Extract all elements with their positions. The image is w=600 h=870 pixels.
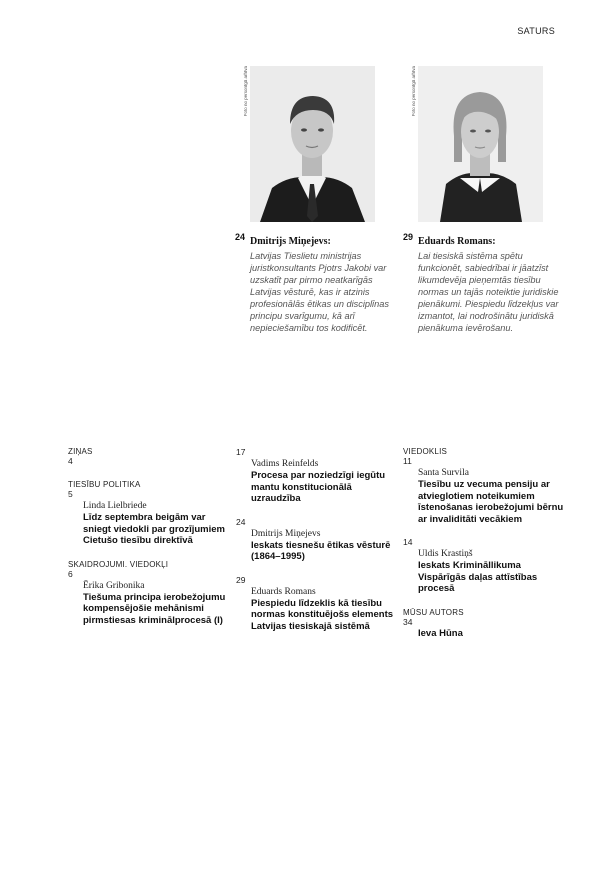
toc-section	[403, 447, 568, 595]
toc-entry[interactable]	[236, 517, 401, 563]
author-photo	[418, 66, 543, 222]
entry-title: Ieskats tiesnešu ētikas vēsturē (1864–1995)	[251, 539, 391, 562]
toc-entry[interactable]	[236, 575, 401, 633]
entry-author: Linda Lielbriede	[83, 501, 147, 511]
feature-card	[403, 66, 563, 334]
entry-title: Tiesību uz vecuma pensiju ar atvieglotiem noteikumiem īstenošanas ierobežojumi bērnu ar invaliditāti vecākiem	[418, 479, 564, 525]
toc-entry[interactable]	[403, 617, 568, 640]
page-number: 14	[403, 537, 413, 547]
toc-section	[403, 608, 568, 640]
toc-section	[236, 447, 401, 632]
entry-title: Procesa par noziedzīgi iegūtu mantu konstitucionālā uzraudzība	[251, 470, 386, 504]
page-number: 5	[68, 489, 73, 499]
entry-author: Santa Survila	[418, 468, 469, 478]
feature-description: Lai tiesiskā sistēma spētu funkcionēt, sabiedrībai ir jāatzīst likumdevēja pieņemtās tiesību normas un tajās noteiktie juridiskie pienākumi. Piespiedu līdzekļus var izmantot, lai nodrošinātu juridiskā pienākuma ievērošanu.	[418, 251, 559, 333]
author-photo	[250, 66, 375, 222]
feature-page-number: 24	[235, 232, 246, 242]
entry-title: Tiešuma principa ierobežojumu kompensējošie mehānismi pirmstiesas kriminālprocesā (I)	[83, 591, 226, 626]
entry-title: Līdz septembra beigām var sniegt viedokli par grozījumiem Cietušo tiesību direktīvā	[83, 512, 226, 546]
entry-title: Ieva Hūna	[418, 627, 463, 639]
feature-description: Latvijas Tieslietu ministrijas juristkonsultants Pjotrs Jakobi var uzskatīt par pirmo neatkarīgās Latvijas vēsturē, kas ir atzinis profesionālās ētikas un disciplīnas principu svarīgumu, kā arī nepieciešamību tos kodificēt.	[250, 251, 389, 333]
entry-author: Eduards Romans	[251, 586, 316, 597]
entry-author: Dmitrijs Miņejevs	[251, 528, 321, 539]
toc-entry[interactable]	[68, 569, 233, 627]
toc-entry[interactable]	[68, 456, 233, 467]
page-number: 6	[68, 568, 73, 579]
section-title: TIESĪBU POLITIKA	[68, 480, 141, 489]
toc-entry[interactable]	[403, 456, 568, 525]
section-title: ZIŅAS	[68, 447, 93, 456]
page-number: 11	[403, 456, 412, 466]
page-number: 24	[236, 516, 246, 527]
entry-title: Piespiedu līdzeklis kā tiesību normas konstituējošs elements Latvijas tiesiskajā sistēmā	[251, 597, 394, 632]
toc-column	[403, 447, 568, 652]
section-title: SKAIDROJUMI. VIEDOKĻI	[68, 559, 169, 569]
toc-entry[interactable]	[403, 537, 568, 595]
photo-credit: Foto no personīgā arhīva	[411, 66, 416, 117]
page-number: 17	[236, 447, 246, 457]
section-title: VIEDOKLIS	[403, 447, 448, 456]
page-number: 29	[236, 574, 246, 585]
toc-section	[68, 447, 233, 467]
page-number: 4	[68, 456, 73, 466]
entry-author: Ērika Gribonika	[83, 580, 145, 591]
toc-entry[interactable]	[236, 447, 401, 505]
toc-section	[68, 560, 233, 627]
section-header: SATURS	[517, 26, 555, 36]
toc-column	[236, 447, 401, 645]
entry-author: Vadims Reinfelds	[251, 459, 319, 469]
toc-section	[68, 480, 233, 547]
feature-card	[235, 66, 395, 334]
entry-title: Ieskats Krimināllikuma Vispārīgās daļas attīstības procesā	[418, 560, 538, 594]
photo-credit: Foto no personīgā arhīva	[243, 66, 248, 117]
section-title: MŪSU AUTORS	[403, 607, 464, 617]
feature-author: Eduards Romans:	[418, 236, 496, 247]
feature-page-number: 29	[403, 232, 414, 242]
entry-author: Uldis Krastiņš	[418, 549, 473, 559]
feature-author: Dmitrijs Miņejevs:	[250, 236, 331, 247]
toc-column	[68, 447, 233, 639]
page-number: 34	[403, 616, 413, 627]
toc-entry[interactable]	[68, 489, 233, 547]
